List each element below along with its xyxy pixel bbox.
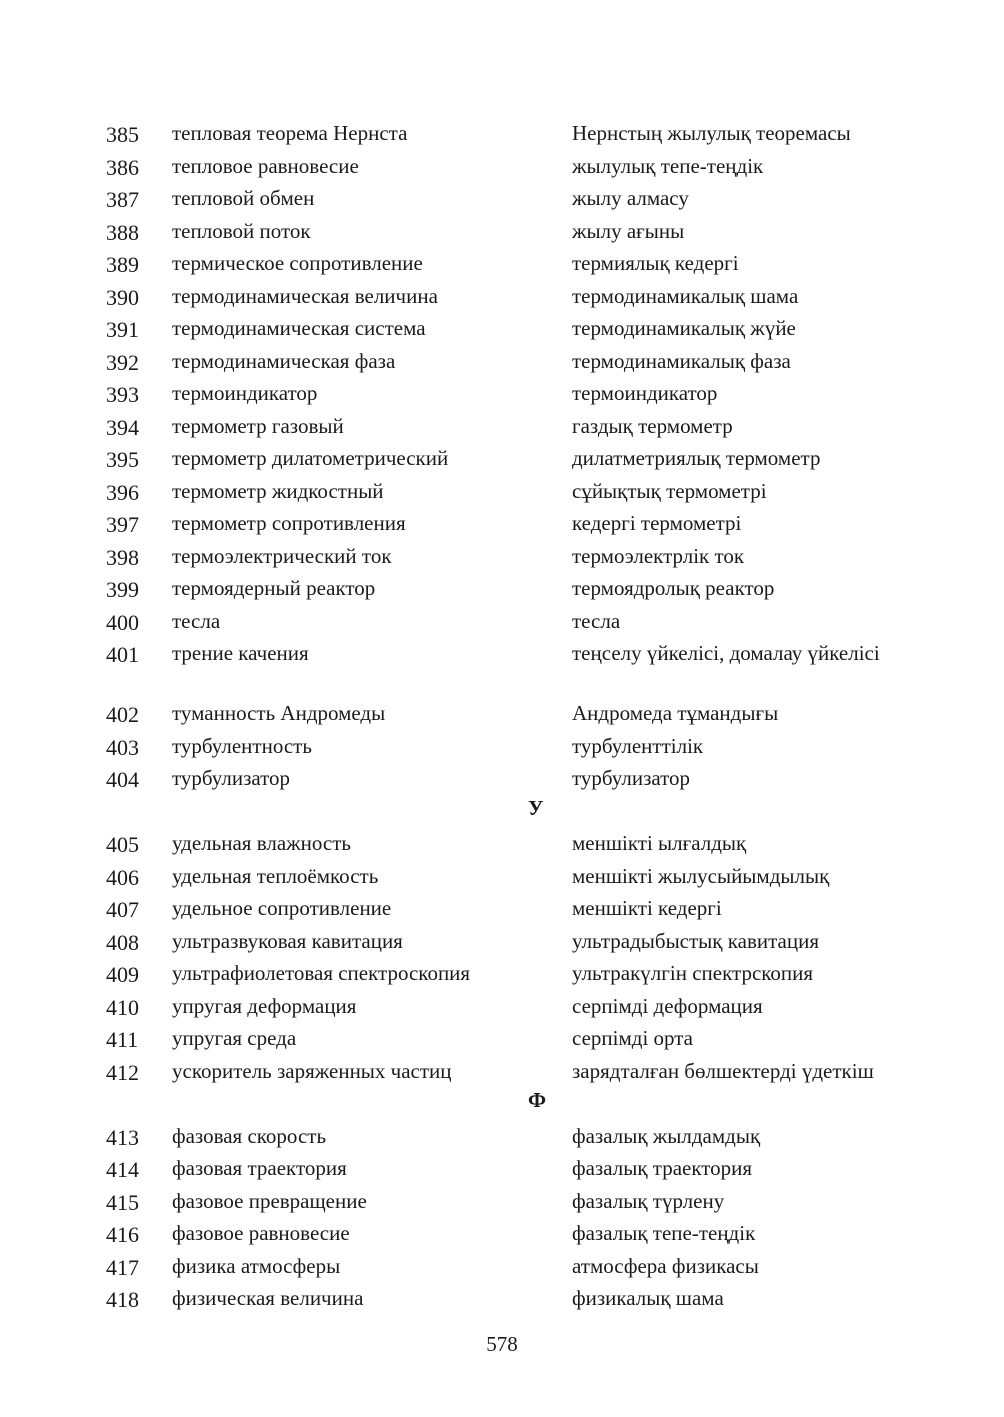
glossary-row <box>0 310 1004 343</box>
glossary-row <box>0 955 1004 988</box>
russian-term: термоэлектрический ток <box>172 543 392 568</box>
entry-number: 389 <box>106 252 139 277</box>
entry-number: 414 <box>106 1157 139 1182</box>
russian-term: термометр газовый <box>172 413 344 438</box>
kazakh-term: зарядталған бөлшектерді үдеткіш <box>572 1058 874 1083</box>
russian-term: тепловая теорема Нернста <box>172 121 408 145</box>
glossary-row <box>0 760 1004 793</box>
kazakh-term: фазалық жылдамдық <box>572 1123 761 1148</box>
russian-term: турбулизатор <box>172 766 291 790</box>
entry-number: 413 <box>106 1124 139 1150</box>
glossary-group-t <box>0 115 1004 793</box>
glossary-row <box>0 245 1004 278</box>
kazakh-term: жылулық тепе-теңдік <box>572 153 764 178</box>
russian-term: турбулентность <box>172 733 312 758</box>
kazakh-term: Андромеда тұмандығы <box>572 701 779 725</box>
entry-number: 399 <box>106 577 139 602</box>
russian-term: трение качения <box>172 641 309 665</box>
kazakh-term: атмосфера физикасы <box>572 1253 759 1278</box>
entry-number: 408 <box>106 929 139 955</box>
russian-term: термоядерный реактор <box>172 576 376 600</box>
entry-number: 412 <box>106 1059 139 1085</box>
entry-number: 417 <box>106 1254 139 1280</box>
entry-number: 401 <box>106 642 139 667</box>
russian-term: термометр жидкостный <box>172 478 384 503</box>
glossary-row <box>0 343 1004 376</box>
kazakh-term: Нернстың жылулық теоремасы <box>572 121 851 145</box>
glossary-row <box>0 505 1004 538</box>
entry-number: 388 <box>106 219 139 245</box>
glossary-row <box>0 988 1004 1021</box>
entry-number: 396 <box>106 479 139 505</box>
glossary-row <box>0 570 1004 603</box>
russian-term: термодинамическая фаза <box>172 348 396 373</box>
entry-number: 390 <box>106 284 139 310</box>
russian-term: тепловое равновесие <box>172 153 359 178</box>
kazakh-term: физикалық шама <box>572 1286 724 1310</box>
glossary-row <box>0 1020 1004 1053</box>
entry-number: 392 <box>106 349 139 375</box>
kazakh-term: тесла <box>572 608 621 633</box>
glossary-row <box>0 1053 1004 1086</box>
section-heading-u <box>0 793 1004 826</box>
page-number: 578 <box>486 1332 518 1356</box>
kazakh-term: ультракүлгін спектрскопия <box>572 961 814 985</box>
kazakh-term: термодинамикалық фаза <box>572 348 791 373</box>
russian-term: фазовое превращение <box>172 1188 367 1213</box>
kazakh-term: термодинамикалық жүйе <box>572 316 796 340</box>
kazakh-term: меншікті жылусыйымдылық <box>572 863 830 888</box>
glossary-group-u <box>0 825 1004 1085</box>
glossary-row <box>0 695 1004 728</box>
russian-term: термодинамическая система <box>172 316 426 340</box>
kazakh-term: жылу алмасу <box>572 186 689 210</box>
kazakh-term: серпімді деформация <box>572 993 763 1018</box>
glossary-row <box>0 858 1004 891</box>
kazakh-term: теңселу үйкелісі, домалау үйкелісі <box>572 641 880 665</box>
russian-term: упругая деформация <box>172 993 357 1018</box>
kazakh-term: фазалық тепе-теңдік <box>572 1221 756 1245</box>
glossary-row <box>0 1215 1004 1248</box>
entry-number: 394 <box>106 414 139 440</box>
russian-term: термическое сопротивление <box>172 251 423 275</box>
kazakh-term: дилатметриялық термометр <box>572 446 821 470</box>
russian-term: туманность Андромеды <box>172 701 386 725</box>
glossary-row <box>0 1118 1004 1151</box>
entry-number: 391 <box>106 317 139 342</box>
russian-term: термодинамическая величина <box>172 283 438 308</box>
entry-number: 418 <box>106 1287 139 1312</box>
kazakh-term: фазалық түрлену <box>572 1188 725 1213</box>
kazakh-term: фазалық траектория <box>572 1156 753 1180</box>
russian-term: фазовая траектория <box>172 1156 347 1180</box>
russian-term: удельное сопротивление <box>172 896 392 920</box>
glossary-row <box>0 115 1004 148</box>
entry-number: 406 <box>106 864 139 890</box>
kazakh-term: кедергі термометрі <box>572 511 742 535</box>
kazakh-term: термоэлектрлік ток <box>572 543 745 568</box>
glossary-row <box>0 440 1004 473</box>
entry-number: 385 <box>106 122 139 147</box>
entry-number: 407 <box>106 897 139 922</box>
section-letter: У <box>528 795 544 820</box>
glossary-row <box>0 603 1004 636</box>
entry-number: 416 <box>106 1222 139 1247</box>
russian-term: термометр сопротивления <box>172 511 406 535</box>
entry-number: 386 <box>106 154 139 180</box>
glossary-row <box>0 408 1004 441</box>
glossary-row <box>0 1150 1004 1183</box>
entry-number: 395 <box>106 447 139 472</box>
glossary-row <box>0 278 1004 311</box>
glossary-row <box>0 825 1004 858</box>
kazakh-term: газдық термометр <box>572 413 733 438</box>
kazakh-term: ультрадыбыстық кавитация <box>572 928 819 953</box>
glossary-row <box>0 473 1004 506</box>
glossary-group-f <box>0 1118 1004 1313</box>
kazakh-term: турбулизатор <box>572 766 691 790</box>
entry-number: 402 <box>106 702 139 727</box>
section-letter: Ф <box>528 1088 547 1112</box>
russian-term: термометр дилатометрический <box>172 446 449 470</box>
kazakh-term: термодинамикалық шама <box>572 283 799 308</box>
glossary-row <box>0 375 1004 408</box>
glossary-row <box>0 538 1004 571</box>
glossary-row <box>0 1280 1004 1313</box>
glossary-row <box>0 148 1004 181</box>
glossary-row <box>0 923 1004 956</box>
kazakh-term: сұйықтық термометрі <box>572 478 767 503</box>
russian-term: тесла <box>172 608 221 633</box>
russian-term: ультрафиолетовая спектроскопия <box>172 961 471 985</box>
entry-number: 403 <box>106 734 139 760</box>
glossary-table <box>0 115 1004 1313</box>
kazakh-term: термиялық кедергі <box>572 251 739 275</box>
russian-term: ускоритель заряженных частиц <box>172 1058 452 1083</box>
entry-number: 410 <box>106 994 139 1020</box>
glossary-row <box>0 213 1004 246</box>
glossary-row <box>0 1183 1004 1216</box>
glossary-row <box>0 635 1004 695</box>
russian-term: ультразвуковая кавитация <box>172 928 403 953</box>
entry-number: 405 <box>106 832 139 857</box>
kazakh-term: жылу ағыны <box>572 218 685 243</box>
entry-number: 397 <box>106 512 139 537</box>
russian-term: упругая среда <box>172 1026 297 1050</box>
entry-number: 398 <box>106 544 139 570</box>
entry-number: 400 <box>106 609 139 635</box>
entry-number: 409 <box>106 962 139 987</box>
entry-number: 387 <box>106 187 139 212</box>
russian-term: физика атмосферы <box>172 1253 341 1278</box>
kazakh-term: меншікті кедергі <box>572 896 722 920</box>
entry-number: 411 <box>106 1027 139 1052</box>
kazakh-term: меншікті ылғалдық <box>572 831 747 855</box>
russian-term: фазовое равновесие <box>172 1221 350 1245</box>
entry-number: 415 <box>106 1189 139 1215</box>
glossary-row <box>0 180 1004 213</box>
section-heading-f <box>0 1085 1004 1118</box>
russian-term: тепловой обмен <box>172 186 315 210</box>
kazakh-term: серпімді орта <box>572 1026 694 1050</box>
russian-term: термоиндикатор <box>172 381 318 405</box>
russian-term: удельная влажность <box>172 831 351 855</box>
kazakh-term: турбуленттілік <box>572 733 704 758</box>
kazakh-term: термоиндикатор <box>572 381 718 405</box>
russian-term: фазовая скорость <box>172 1123 327 1148</box>
russian-term: физическая величина <box>172 1286 364 1310</box>
russian-term: удельная теплоёмкость <box>172 863 379 888</box>
glossary-row <box>0 890 1004 923</box>
glossary-row <box>0 728 1004 761</box>
russian-term: тепловой поток <box>172 218 311 243</box>
glossary-row <box>0 1248 1004 1281</box>
entry-number: 393 <box>106 382 139 407</box>
entry-number: 404 <box>106 767 139 792</box>
kazakh-term: термоядролық реактор <box>572 576 775 600</box>
